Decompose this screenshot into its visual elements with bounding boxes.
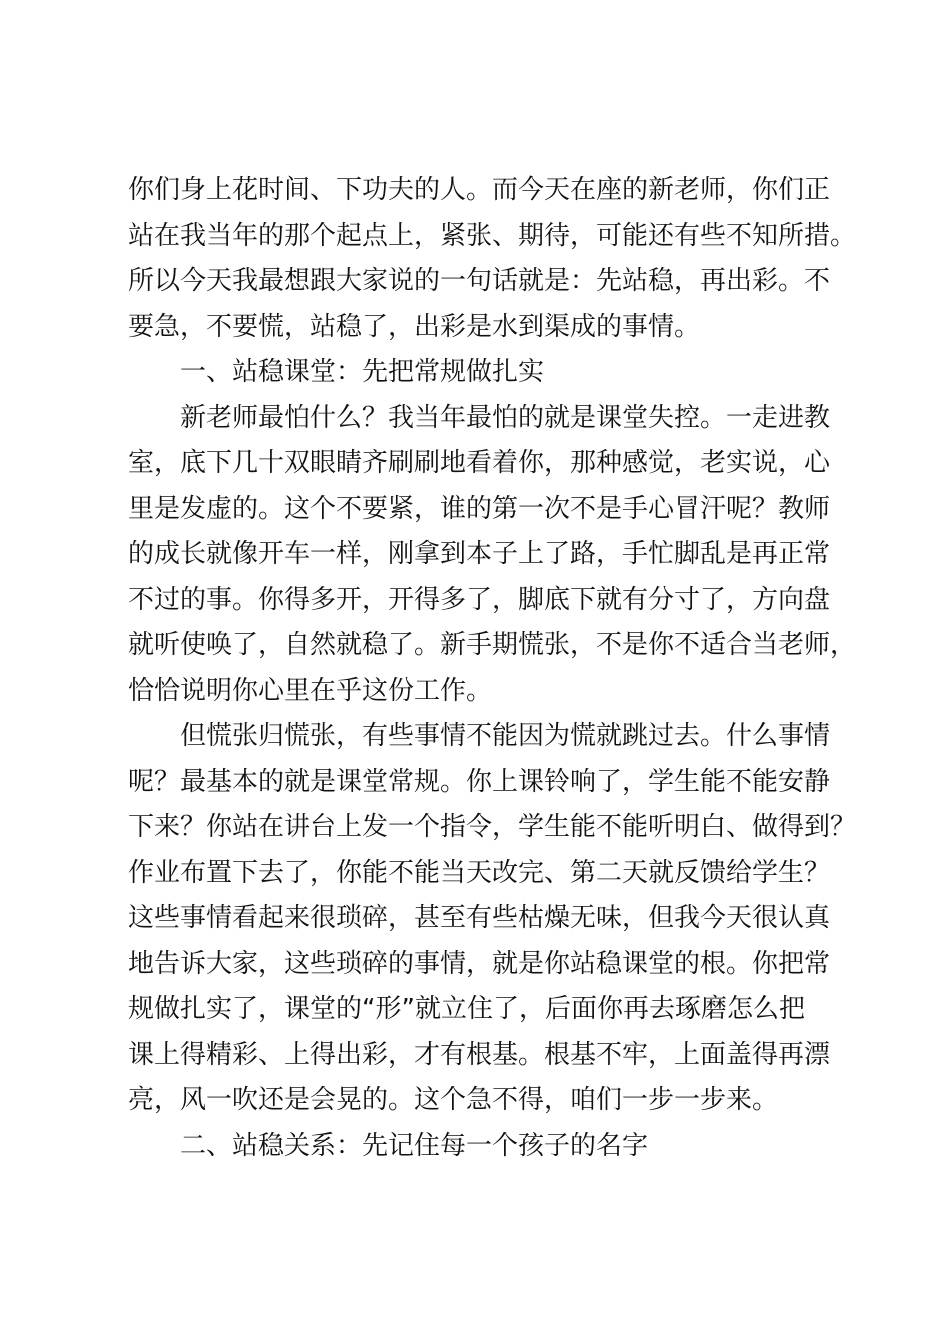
section-heading-2: 二、站稳关系：先记住每一个孩子的名字 (180, 1130, 649, 1161)
paragraph-line: 你们身上花时间、下功夫的人。而今天在座的新老师，你们正 (128, 175, 831, 205)
paragraph-line: 亮，风一吹还是会晃的。这个急不得，咱们一步一步来。 (128, 1085, 779, 1115)
paragraph-line: 要急，不要慌，站稳了，出彩是水到渠成的事情。 (128, 311, 701, 342)
paragraph-line: 室，底下几十双眼睛齐刷刷地看着你，那种感觉，老实说，心 (128, 448, 831, 478)
paragraph-line: 下来？你站在讲台上发一个指令，学生能不能听明白、做得到？ (128, 812, 857, 842)
paragraph-line: 这些事情看起来很琐碎，甚至有些枯燥无味，但我今天很认真 (128, 903, 831, 933)
paragraph-line: 呢？最基本的就是课堂常规。你上课铃响了，学生能不能安静 (128, 766, 831, 797)
paragraph-line: 地告诉大家，这些琐碎的事情，就是你站稳课堂的根。你把常 (128, 948, 831, 979)
paragraph-line: 恰恰说明你心里在乎这份工作。 (128, 675, 493, 706)
paragraph-line: 作业布置下去了，你能不能当天改完、第二天就反馈给学生？ (128, 857, 831, 888)
paragraph-line: 就听使唤了，自然就稳了。新手期慌张，不是你不适合当老师， (128, 630, 857, 660)
paragraph-line: 所以今天我最想跟大家说的一句话就是：先站稳，再出彩。不 (128, 266, 831, 296)
paragraph-line: 的成长就像开车一样，刚拿到本子上了路，手忙脚乱是再正常 (128, 539, 831, 569)
section-heading-1: 一、站稳课堂：先把常规做扎实 (180, 357, 545, 387)
paragraph-line: 不过的事。你得多开，开得多了，脚底下就有分寸了，方向盘 (128, 584, 831, 615)
paragraph-line: 新老师最怕什么？我当年最怕的就是课堂失控。一走进教 (180, 402, 831, 433)
paragraph-line: 规做扎实了，课堂的“形”就立住了，后面你再去琢磨怎么把 (128, 994, 805, 1024)
paragraph-line: 但慌张归慌张，有些事情不能因为慌就跳过去。什么事情 (180, 721, 831, 751)
paragraph-line: 里是发虚的。这个不要紧，谁的第一次不是手心冒汗呢？教师 (128, 493, 831, 524)
paragraph-line: 课上得精彩、上得出彩，才有根基。根基不牢，上面盖得再漂 (128, 1039, 831, 1070)
paragraph-line: 站在我当年的那个起点上，紧张、期待，可能还有些不知所措。 (128, 220, 857, 251)
document-body (128, 168, 858, 1169)
